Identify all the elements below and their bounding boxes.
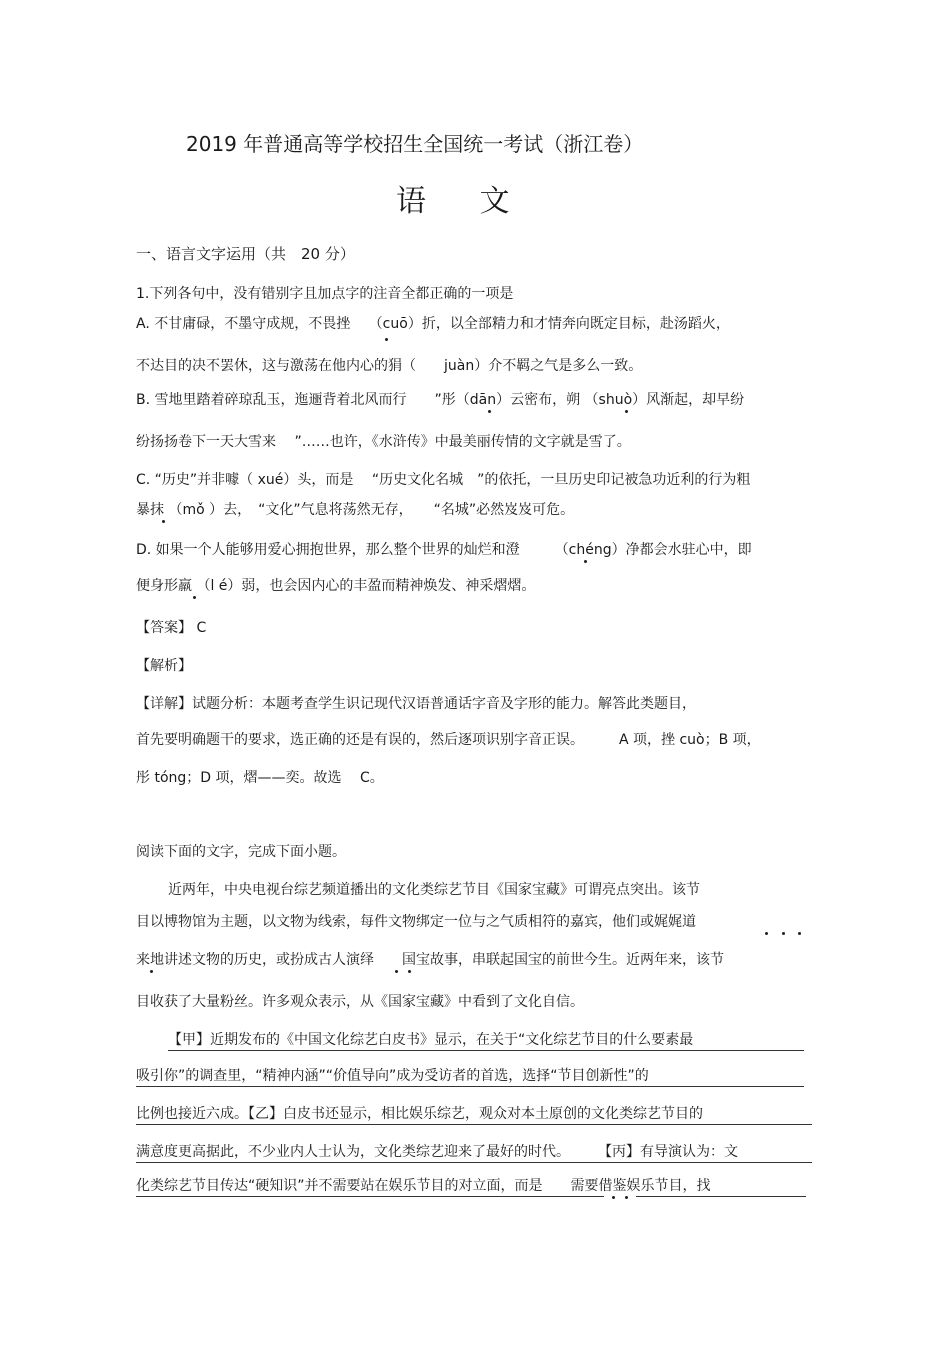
underline: [168, 1050, 804, 1051]
emphasis-dot: [408, 970, 411, 973]
reading-intro: 阅读下面的文字，完成下面小题。: [136, 844, 346, 860]
option-c-line-1: C. “历史”并非噱（ xué）头，而是 “历史文化名城 ”的依托，一旦历史印记被急功近利的行为粗: [136, 472, 751, 488]
question-stem: 1.下列各句中，没有错别字且加点字的注音全都正确的一项是: [136, 286, 514, 302]
emphasis-dot: [162, 520, 165, 523]
emphasis-dot: [385, 338, 388, 341]
underline: [136, 1162, 812, 1163]
passage-line: 来地讲述文物的历史，或扮成古人演绎 国宝故事，串联起国宝的前世今生。近两年来，该节: [136, 952, 724, 968]
passage-line: 近两年，中央电视台综艺频道播出的文化类综艺节目《国家宝藏》可谓亮点突出。该节: [168, 882, 700, 898]
emphasis-dot: [193, 596, 196, 599]
emphasis-dot: [584, 560, 587, 563]
passage-line: 满意度更高据此，不少业内人士认为，文化类综艺迎来了最好的时代。 【丙】有导演认为：文: [136, 1144, 738, 1160]
section-heading: 一、语言文字运用（共 20 分）: [136, 245, 355, 263]
exam-title: 2019 年普通高等学校招生全国统一考试（浙江卷）: [186, 132, 644, 156]
emphasis-dot: [488, 410, 491, 413]
analysis-label: 【解析】: [136, 658, 192, 674]
emphasis-dot: [395, 970, 398, 973]
option-a-line-1: A. 不甘庸碌，不墨守成规，不畏挫 （cuō）折，以全部精力和才情奔向既定目标，赴汤蹈火，: [136, 316, 730, 332]
passage-line: 化类综艺节目传达“硬知识”并不需要站在娱乐节目的对立面，而是 需要借鉴娱乐节目，找: [136, 1178, 711, 1194]
emphasis-dot: [782, 932, 785, 935]
emphasis-dot: [625, 1196, 628, 1199]
underline: [136, 1086, 804, 1087]
emphasis-dot: [765, 932, 768, 935]
option-c-line-2: 暴抹 （mǒ ）去， “文化”气息将荡然无存， “名城”必然岌岌可危。: [136, 502, 575, 518]
subject-title: 语 文: [396, 184, 532, 219]
passage-line: 目以博物馆为主题，以文物为线索，每件文物绑定一位与之气质相符的嘉宾，他们或娓娓道: [136, 914, 696, 930]
passage-line: 目收获了大量粉丝。许多观众表示，从《国家宝藏》中看到了文化自信。: [136, 994, 584, 1010]
passage-line: 【甲】近期发布的《中国文化综艺白皮书》显示，在关于“文化综艺节目的什么要素最: [168, 1032, 694, 1048]
underline: [136, 1124, 812, 1125]
emphasis-dot: [612, 1196, 615, 1199]
passage-line: 吸引你”的调查里，“精神内涵”“价值导向”成为受访者的首选，选择“节目创新性”的: [136, 1068, 649, 1084]
option-b-line-1: B. 雪地里踏着碎琼乱玉，迤逦背着北风而行 ”彤（dān）云密布，朔 （shuò）风渐起，却早纷: [136, 392, 745, 408]
underline: [636, 1196, 806, 1197]
detail-line-2: 首先要明确题干的要求，选正确的还是有误的，然后逐项识别字音正误。 A 项，挫 cuò；B 项，: [136, 732, 761, 748]
option-d-line-2: 便身形羸 （l é）弱，也会因内心的丰盈而精神焕发、神采熠熠。: [136, 578, 536, 594]
answer: 【答案】 C: [136, 620, 207, 636]
detail-line-1: 【详解】试题分析：本题考查学生识记现代汉语普通话字音及字形的能力。解答此类题目，: [136, 696, 696, 712]
option-b-line-2: 纷扬扬卷下一天大雪来 ”……也许，《水浒传》中最美丽传情的文字就是雪了。: [136, 434, 631, 450]
passage-line: 比例也接近六成。【乙】白皮书还显示，相比娱乐综艺，观众对本土原创的文化类综艺节目的: [136, 1106, 703, 1122]
emphasis-dot: [150, 970, 153, 973]
underline: [136, 1196, 604, 1197]
emphasis-dot: [625, 410, 628, 413]
option-d-line-1: D. 如果一个人能够用爱心拥抱世界，那么整个世界的灿烂和澄 （chéng）净都会水驻心中，即: [136, 542, 752, 558]
option-a-line-2: 不达目的决不罢休，这与激荡在他内心的狷（ juàn）介不羁之气是多么一致。: [136, 358, 643, 374]
emphasis-dot: [798, 932, 801, 935]
detail-line-3: 彤 tóng；D 项，熠——奕。故选 C。: [136, 770, 384, 786]
